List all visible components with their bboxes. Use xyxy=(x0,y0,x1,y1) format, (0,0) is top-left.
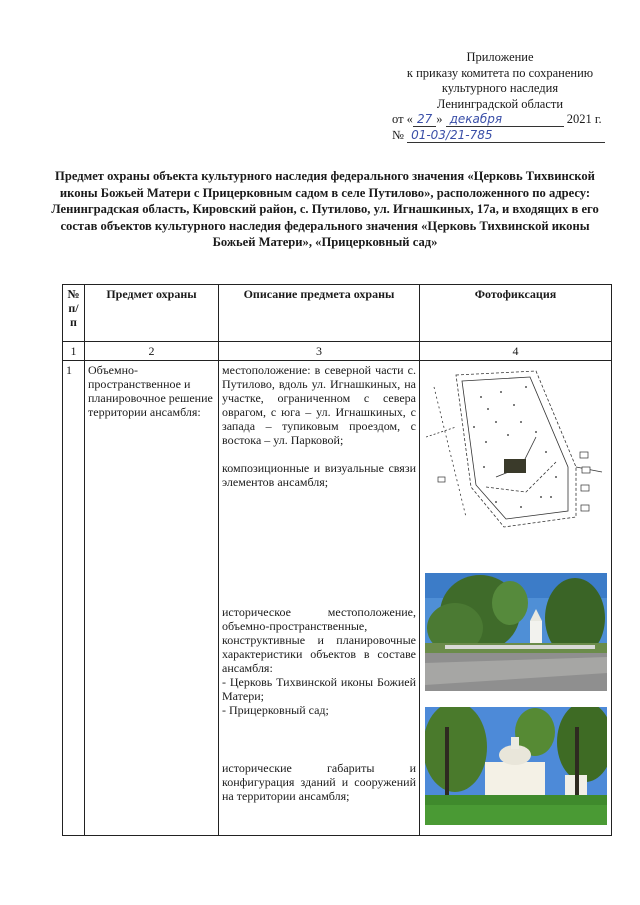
col-number-2: 2 xyxy=(85,342,219,361)
desc-garden-item: - Прицерковный сад; xyxy=(222,703,329,717)
header-photo: Фотофиксация xyxy=(420,285,612,342)
appendix-line-4: Ленинградской области xyxy=(436,96,564,111)
date-mid: » xyxy=(436,112,443,126)
header-subject: Предмет охраны xyxy=(85,285,219,342)
header-description: Описание предмета охраны xyxy=(219,285,420,342)
church-street-view-photo xyxy=(425,573,607,691)
appendix-line-1: Приложение xyxy=(466,50,534,64)
header-num: № п/п xyxy=(63,285,85,342)
appendix-line-2: к приказу комитета по сохранению xyxy=(406,65,594,80)
row-num: 1 xyxy=(63,361,85,836)
protection-table xyxy=(62,284,612,836)
col-number-1: 1 xyxy=(63,342,85,361)
row-subject: Объемно-пространственное и планировочное решение территории ансамбля: xyxy=(85,361,219,836)
col-number-4: 4 xyxy=(420,342,612,361)
number-handwritten: 01-03/21-785 xyxy=(407,129,605,143)
row-photos xyxy=(420,361,612,836)
appendix-number xyxy=(380,128,620,144)
desc-church-item: - Церковь Тихвинской иконы Божией Матери; xyxy=(222,675,416,703)
date-year: 2021 г. xyxy=(566,112,602,126)
appendix-date xyxy=(380,112,620,128)
col-number-3: 3 xyxy=(219,342,420,361)
desc-composition: композиционные и визуальные связи элементов ансамбля; xyxy=(222,461,416,489)
date-day-handwritten: 27 xyxy=(413,113,436,127)
table-header-row xyxy=(63,285,612,342)
row-description xyxy=(219,361,420,836)
date-month-handwritten: декабря xyxy=(446,113,564,127)
date-prefix: от « xyxy=(392,112,413,126)
table-row xyxy=(63,361,612,836)
church-garden-view-photo xyxy=(425,707,607,825)
number-prefix: № xyxy=(392,127,404,142)
appendix-header xyxy=(380,50,620,143)
document-title: Предмет охраны объекта культурного наследия федерального значения «Церковь Тихвинской иконы Божьей Матери с Прицерковным садом в селе Путилово», расположенного по адресу: Ленинградская область, Кировский район, с. Путилово, ул. Игнашкиных, 17а, и входящих в его состав объектов культурного наследия федерального значения «Церковь Тихвинской иконы Божьей Матери», «Прицерковный сад» xyxy=(51,169,599,249)
site-plan-drawing xyxy=(426,367,606,537)
desc-historical: историческое местоположение, объемно-пространственные, конструктивные и планировочные характеристики объектов в составе ансамбля: xyxy=(222,605,416,675)
desc-dimensions: исторические габариты и конфигурация зданий и сооружений на территории ансамбля; xyxy=(222,761,416,803)
appendix-line-3: культурного наследия xyxy=(441,81,559,95)
desc-location: местоположение: в северной части с. Путилово, вдоль ул. Игнашкиных, на участке, ограниченном с севера оврагом, с юга – ул. Игнашкиных, с запада – тупиковым проездом, с востока – ул. Парковой; xyxy=(222,363,416,447)
column-number-row xyxy=(63,342,612,361)
